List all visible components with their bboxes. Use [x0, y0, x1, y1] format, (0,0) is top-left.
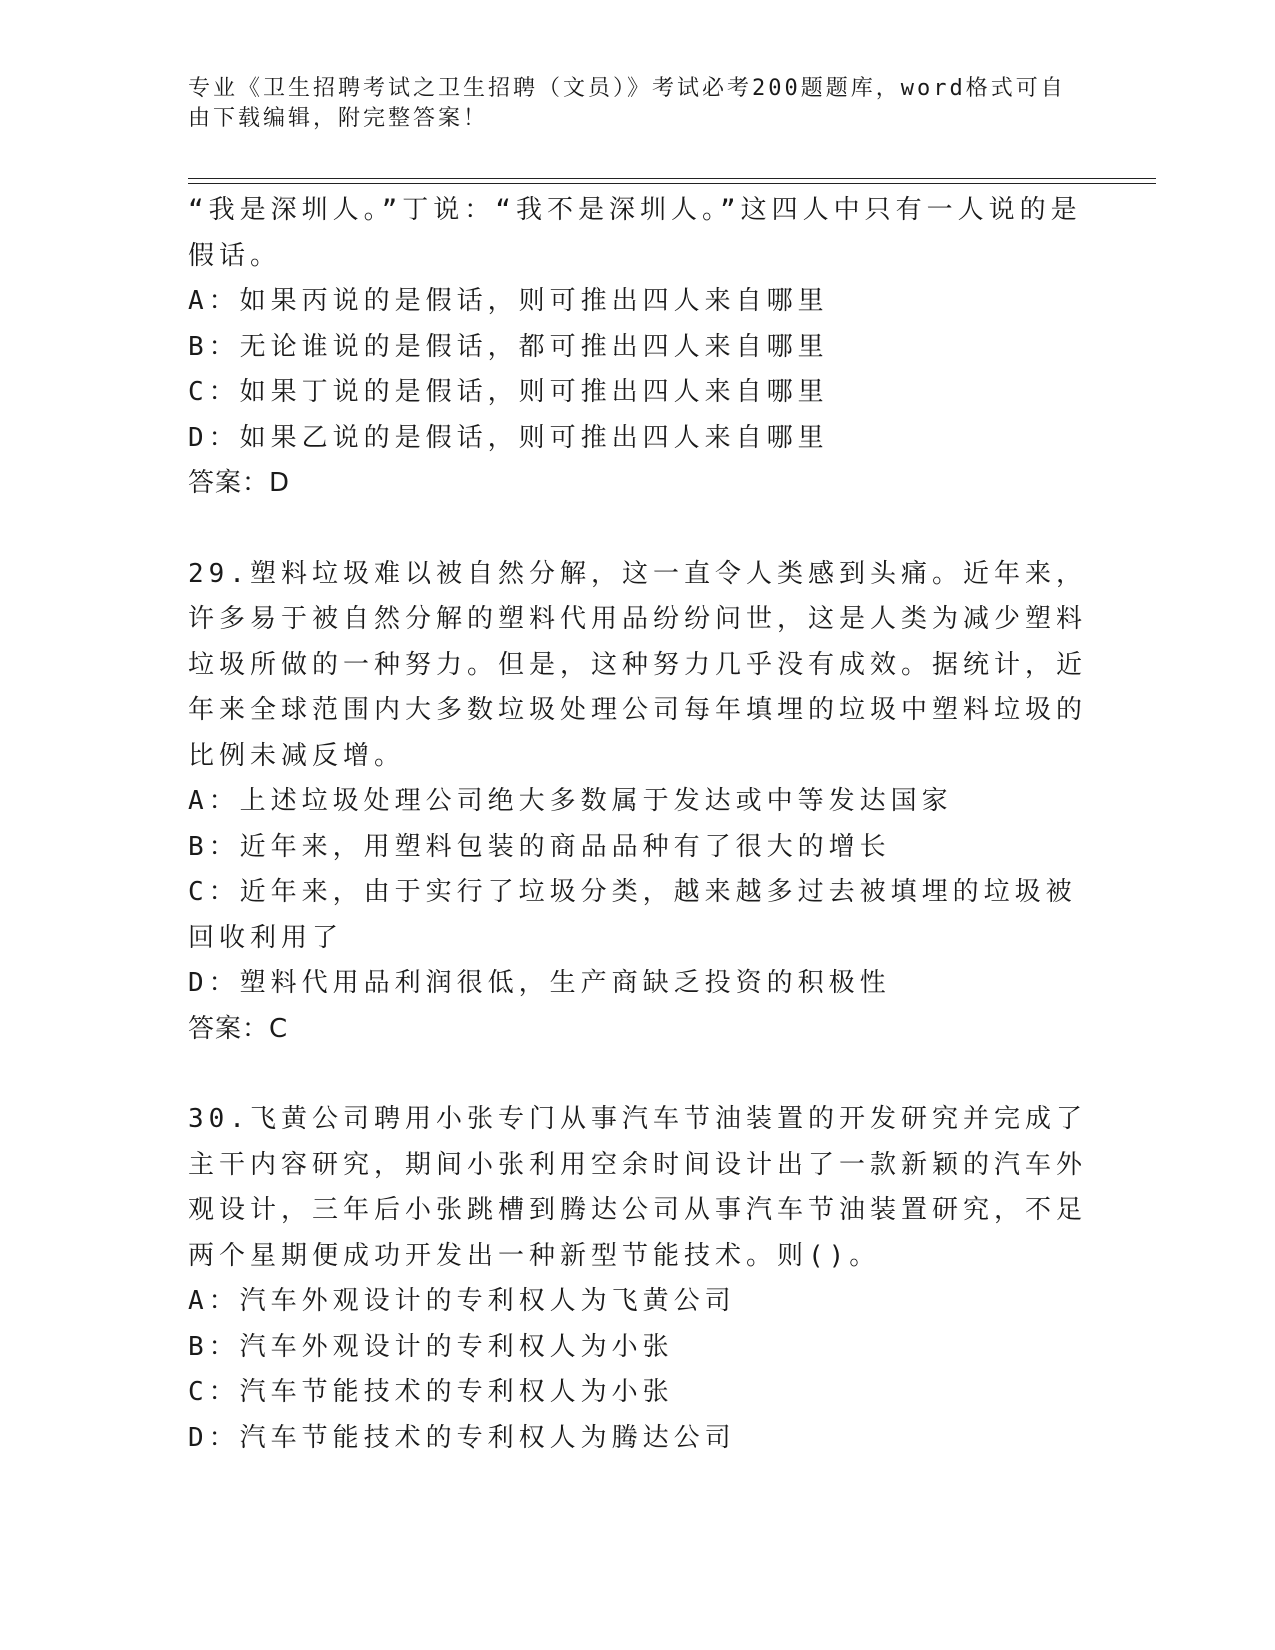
- option-c: C：近年来，由于实行了垃圾分类，越来越多过去被填埋的垃圾被回收利用了: [188, 877, 1077, 953]
- header-rule-bottom: [188, 183, 1156, 184]
- option-b: B：汽车外观设计的专利权人为小张: [188, 1331, 674, 1362]
- document-body: [188, 188, 1088, 1461]
- option-a: A：如果丙说的是假话，则可推出四人来自哪里: [188, 286, 829, 316]
- answer-line: 答案：C: [188, 1013, 289, 1044]
- option-d: D：汽车节能技术的专利权人为腾达公司: [188, 1422, 736, 1453]
- option-c: C：汽车节能技术的专利权人为小张: [188, 1377, 674, 1407]
- header-rule-top: [188, 178, 1156, 179]
- option-a: A：汽车外观设计的专利权人为飞黄公司: [188, 1286, 736, 1316]
- option-b: B：近年来，用塑料包装的商品品种有了很大的增长: [188, 831, 891, 862]
- question-spacer: [188, 507, 1088, 552]
- question-28: [188, 188, 1088, 507]
- answer-line: 答案：D: [188, 468, 291, 498]
- question-30: [188, 1097, 1088, 1461]
- question-stem: 29.塑料垃圾难以被自然分解，这一直令人类感到头痛。近年来，许多易于被自然分解的塑料代用品纷纷问世，这是人类为减少塑料垃圾所做的一种努力。但是，这种努力几乎没有成效。据统计，近年来全球范围内大多数垃圾处理公司每年填埋的垃圾中塑料垃圾的比例未减反增。: [188, 558, 1088, 771]
- option-c: C：如果丁说的是假话，则可推出四人来自哪里: [188, 377, 829, 407]
- option-d: D：如果乙说的是假话，则可推出四人来自哪里: [188, 422, 829, 453]
- question-29: [188, 552, 1088, 1053]
- question-stem: “我是深圳人。”丁说：“我不是深圳人。”这四人中只有一人说的是假话。: [188, 195, 1082, 271]
- option-a: A：上述垃圾处理公司绝大多数属于发达或中等发达国家: [188, 786, 953, 816]
- question-spacer: [188, 1052, 1088, 1097]
- option-b: B：无论谁说的是假话，都可推出四人来自哪里: [188, 331, 829, 362]
- question-stem: 30.飞黄公司聘用小张专门从事汽车节油装置的开发研究并完成了主干内容研究，期间小张利用空余时间设计出了一款新颖的汽车外观设计，三年后小张跳槽到腾达公司从事汽车节油装置研究，不足两个星期便成功开发出一种新型节能技术。则()。: [188, 1104, 1088, 1271]
- document-header: 专业《卫生招聘考试之卫生招聘（文员）》考试必考200题题库，word格式可自由下载编辑，附完整答案！: [188, 76, 1066, 131]
- option-d: D：塑料代用品利润很低，生产商缺乏投资的积极性: [188, 968, 891, 998]
